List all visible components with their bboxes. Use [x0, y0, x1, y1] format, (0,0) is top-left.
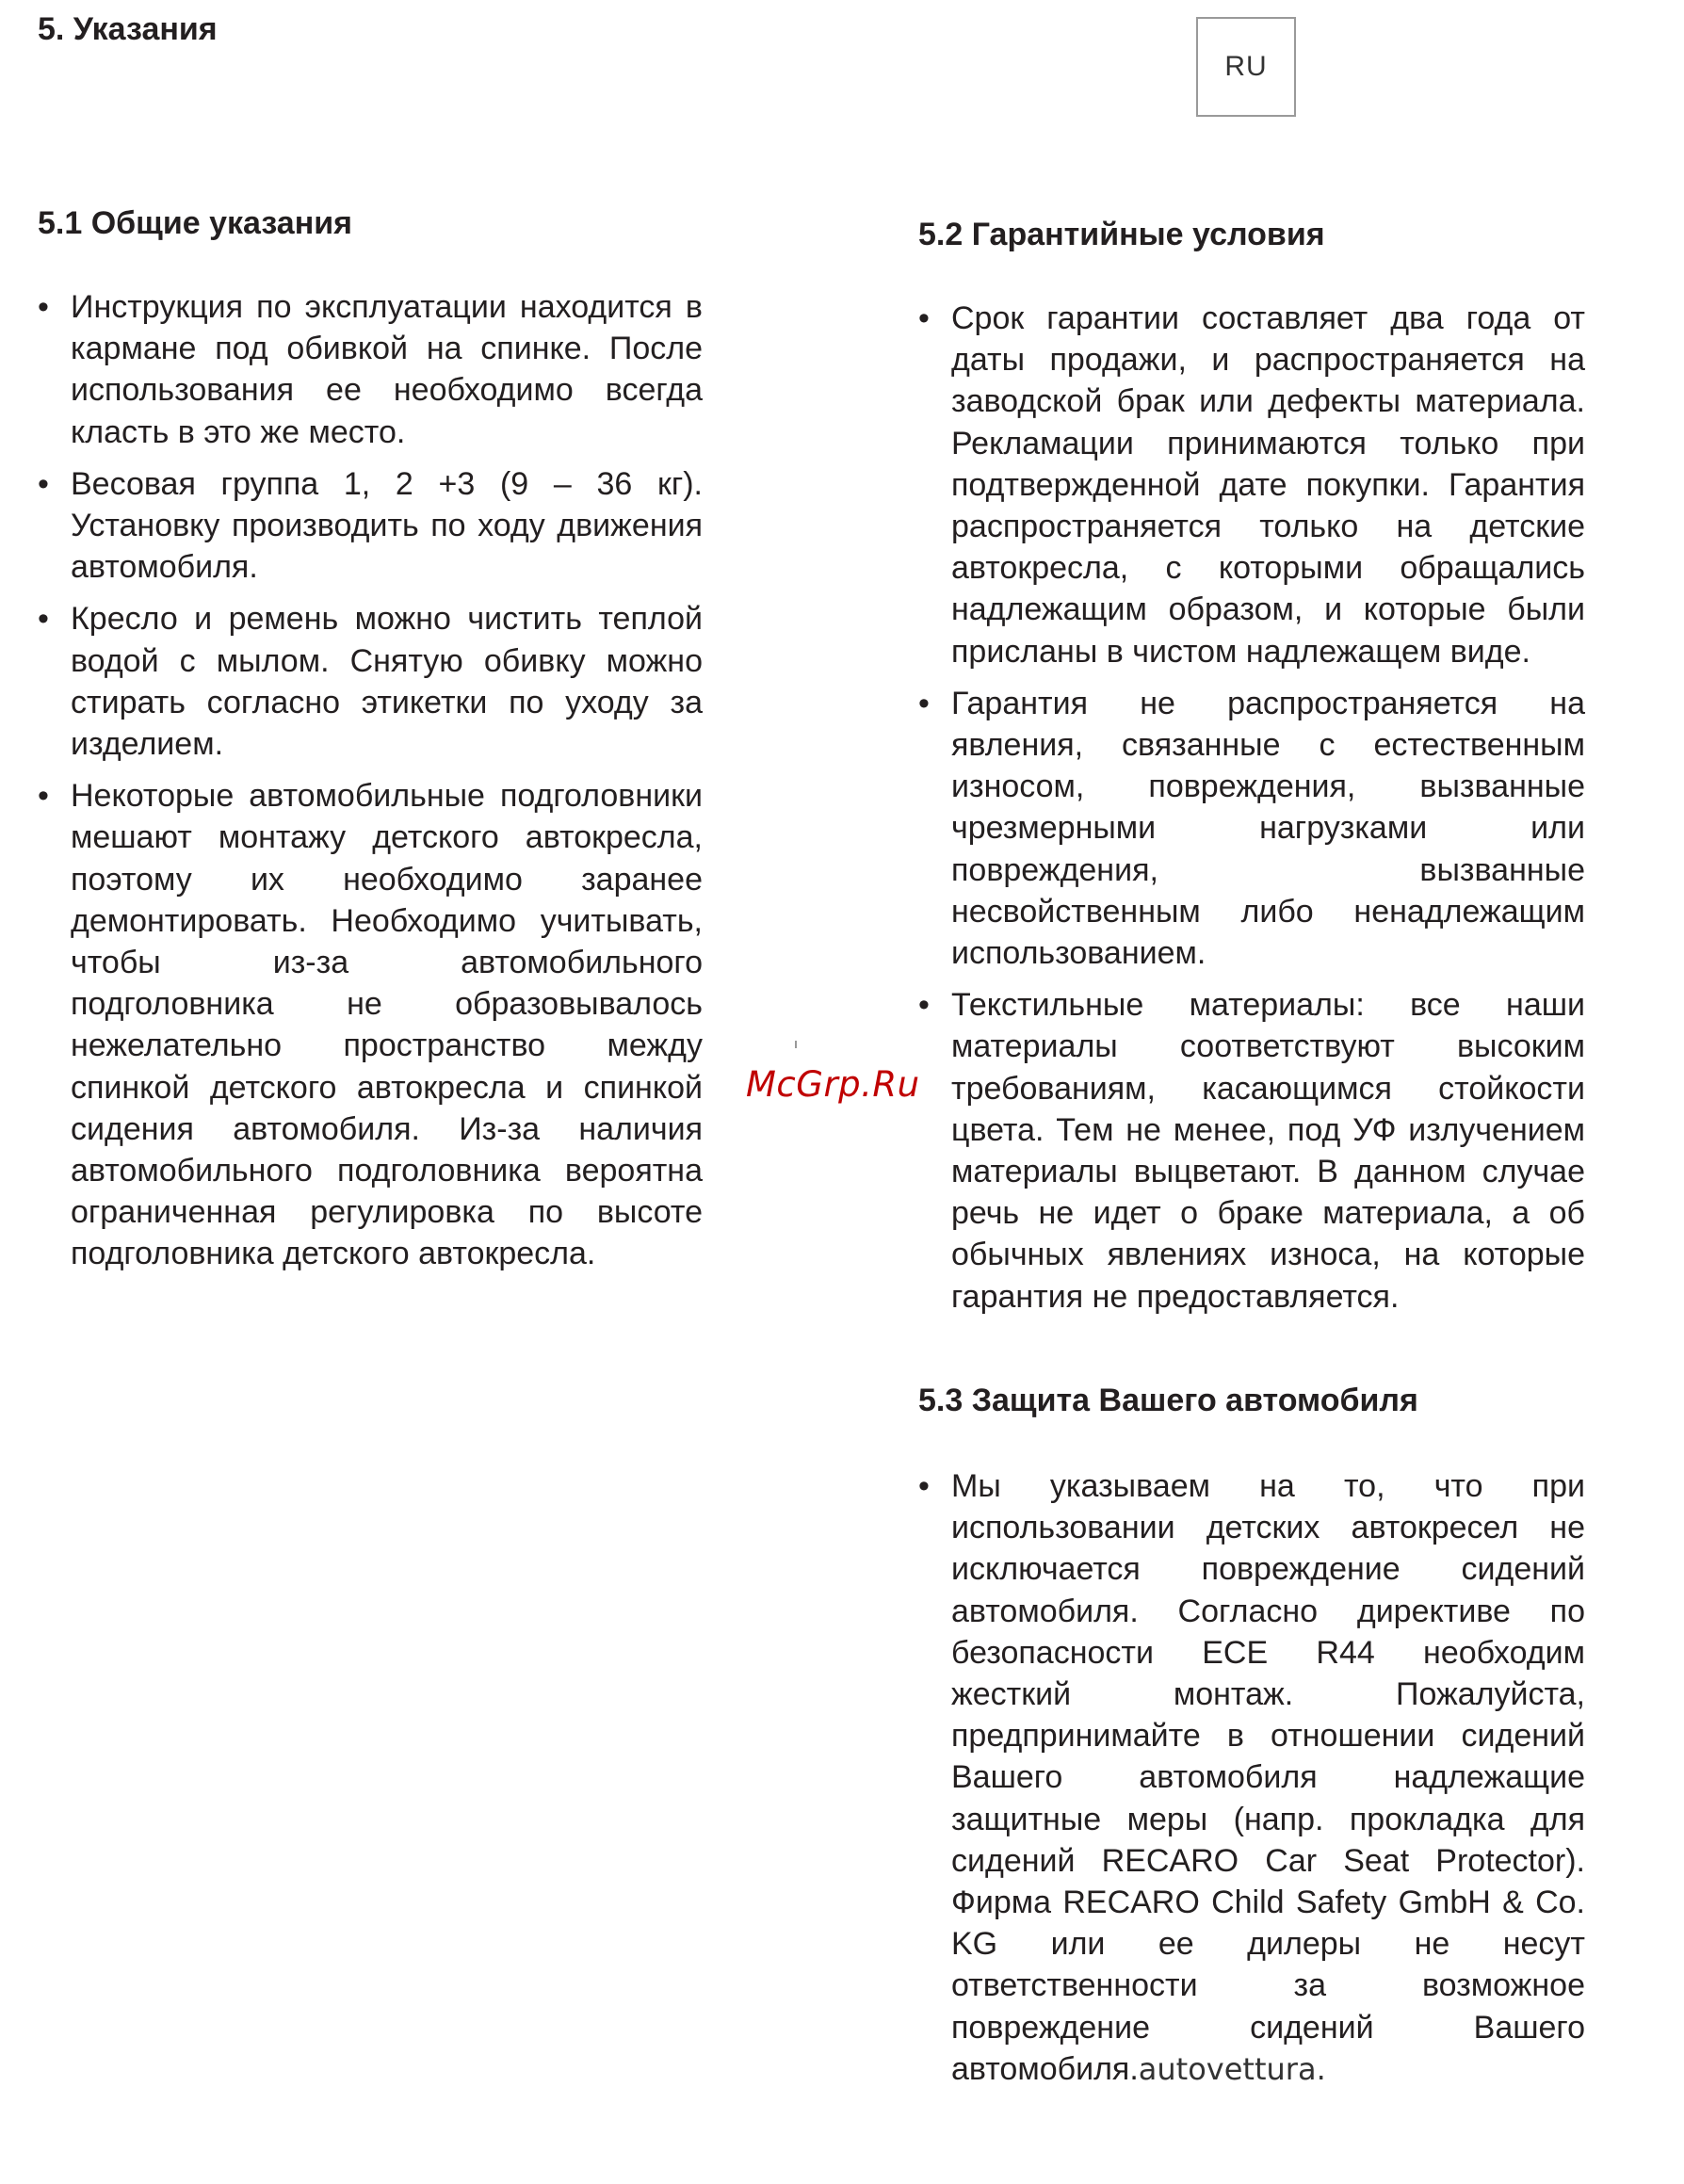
list-item: • Срок гарантии составляет два года от даты продажи, и распространяется на заводской брак или дефекты материала. Рекламации принимаются только при подтвержденной дате покупки. Гарантия распространяется только на детские автокресла, с которыми обращались надлежащим образом, и которые были присланы в чистом надлежащем виде.: [918, 298, 1585, 672]
latin-tail-text: autovettura.: [1138, 2050, 1326, 2087]
language-badge: RU: [1196, 17, 1296, 117]
bullet-icon: •: [38, 778, 49, 815]
scan-artifact: [795, 1041, 797, 1048]
bullet-icon: •: [918, 685, 930, 721]
list-item: • Кресло и ремень можно чистить теплой водой с мылом. Снятую обивку можно стирать согласно этикетки по уходу за изделием.: [38, 598, 703, 765]
bullet-icon: •: [38, 601, 49, 638]
bullet-icon: •: [918, 987, 930, 1024]
watermark: McGrp.Ru: [746, 1064, 920, 1105]
list-item: • Мы указываем на то, что при использовании детских автокресел не исключается повреждение сидений автомобиля. Согласно директиве по безопасности ECE R44 необходим жесткий монтаж. Пожалуйста, предпринимайте в отношении сидений Вашего автомобиля надлежащие защитные меры (напр. прокладка для сидений RECARO Car Seat Protector). Фирма RECARO Child Safety GmbH & Co. KG или ее дилеры не несут ответственности за возможное повреждение сидений Вашего автомобиля.autovettura.: [918, 1465, 1585, 2090]
section-title-general: 5.1 Общие указания: [38, 205, 352, 241]
bullet-icon: •: [38, 289, 49, 325]
list-item: • Некоторые автомобильные подголовники мешают монтажу детского автокресла, поэтому их необходимо заранее демонтировать. Необходимо учитывать, чтобы из-за автомобильного подголовника не образовывалось нежелательно пространство между спинкой детского автокресла и спинкой сидения автомобиля. Из-за наличия автомобильного подголовника вероятна ограниченная регулировка по высоте подголовника детского автокресла.: [38, 775, 703, 1274]
list-item: • Инструкция по эксплуатации находится в кармане под обивкой на спинке. После использования ее необходимо всегда класть в это же место.: [38, 286, 703, 453]
general-list: [38, 286, 703, 1286]
bullet-icon: •: [918, 1468, 930, 1504]
list-item: • Гарантия не распространяется на явления, связанные с естественным износом, повреждения, вызванные чрезмерными нагрузками или повреждения, вызванные несвойственным либо ненадлежащим использованием.: [918, 683, 1585, 974]
bullet-icon: •: [918, 300, 930, 336]
list-item: • Весовая группа 1, 2 +3 (9 – 36 кг). Установку производить по ходу движения автомобиля.: [38, 463, 703, 589]
warranty-list: [918, 298, 1585, 1328]
section-title-protection: 5.3 Защита Вашего автомобиля: [918, 1383, 1418, 1418]
list-item: • Текстильные материалы: все наши материалы соответствуют высоким требованиям, касающимся стойкости цвета. Тем не менее, под УФ излучением материалы выцветают. В данном случае речь не идет о браке материала, а об обычных явлениях износа, на которые гарантия не предоставляется.: [918, 984, 1585, 1318]
protection-list: [918, 1465, 1585, 2100]
section-title-warranty: 5.2 Гарантийные условия: [918, 217, 1325, 252]
page-title: 5. Указания: [38, 11, 218, 47]
bullet-icon: •: [38, 465, 49, 502]
